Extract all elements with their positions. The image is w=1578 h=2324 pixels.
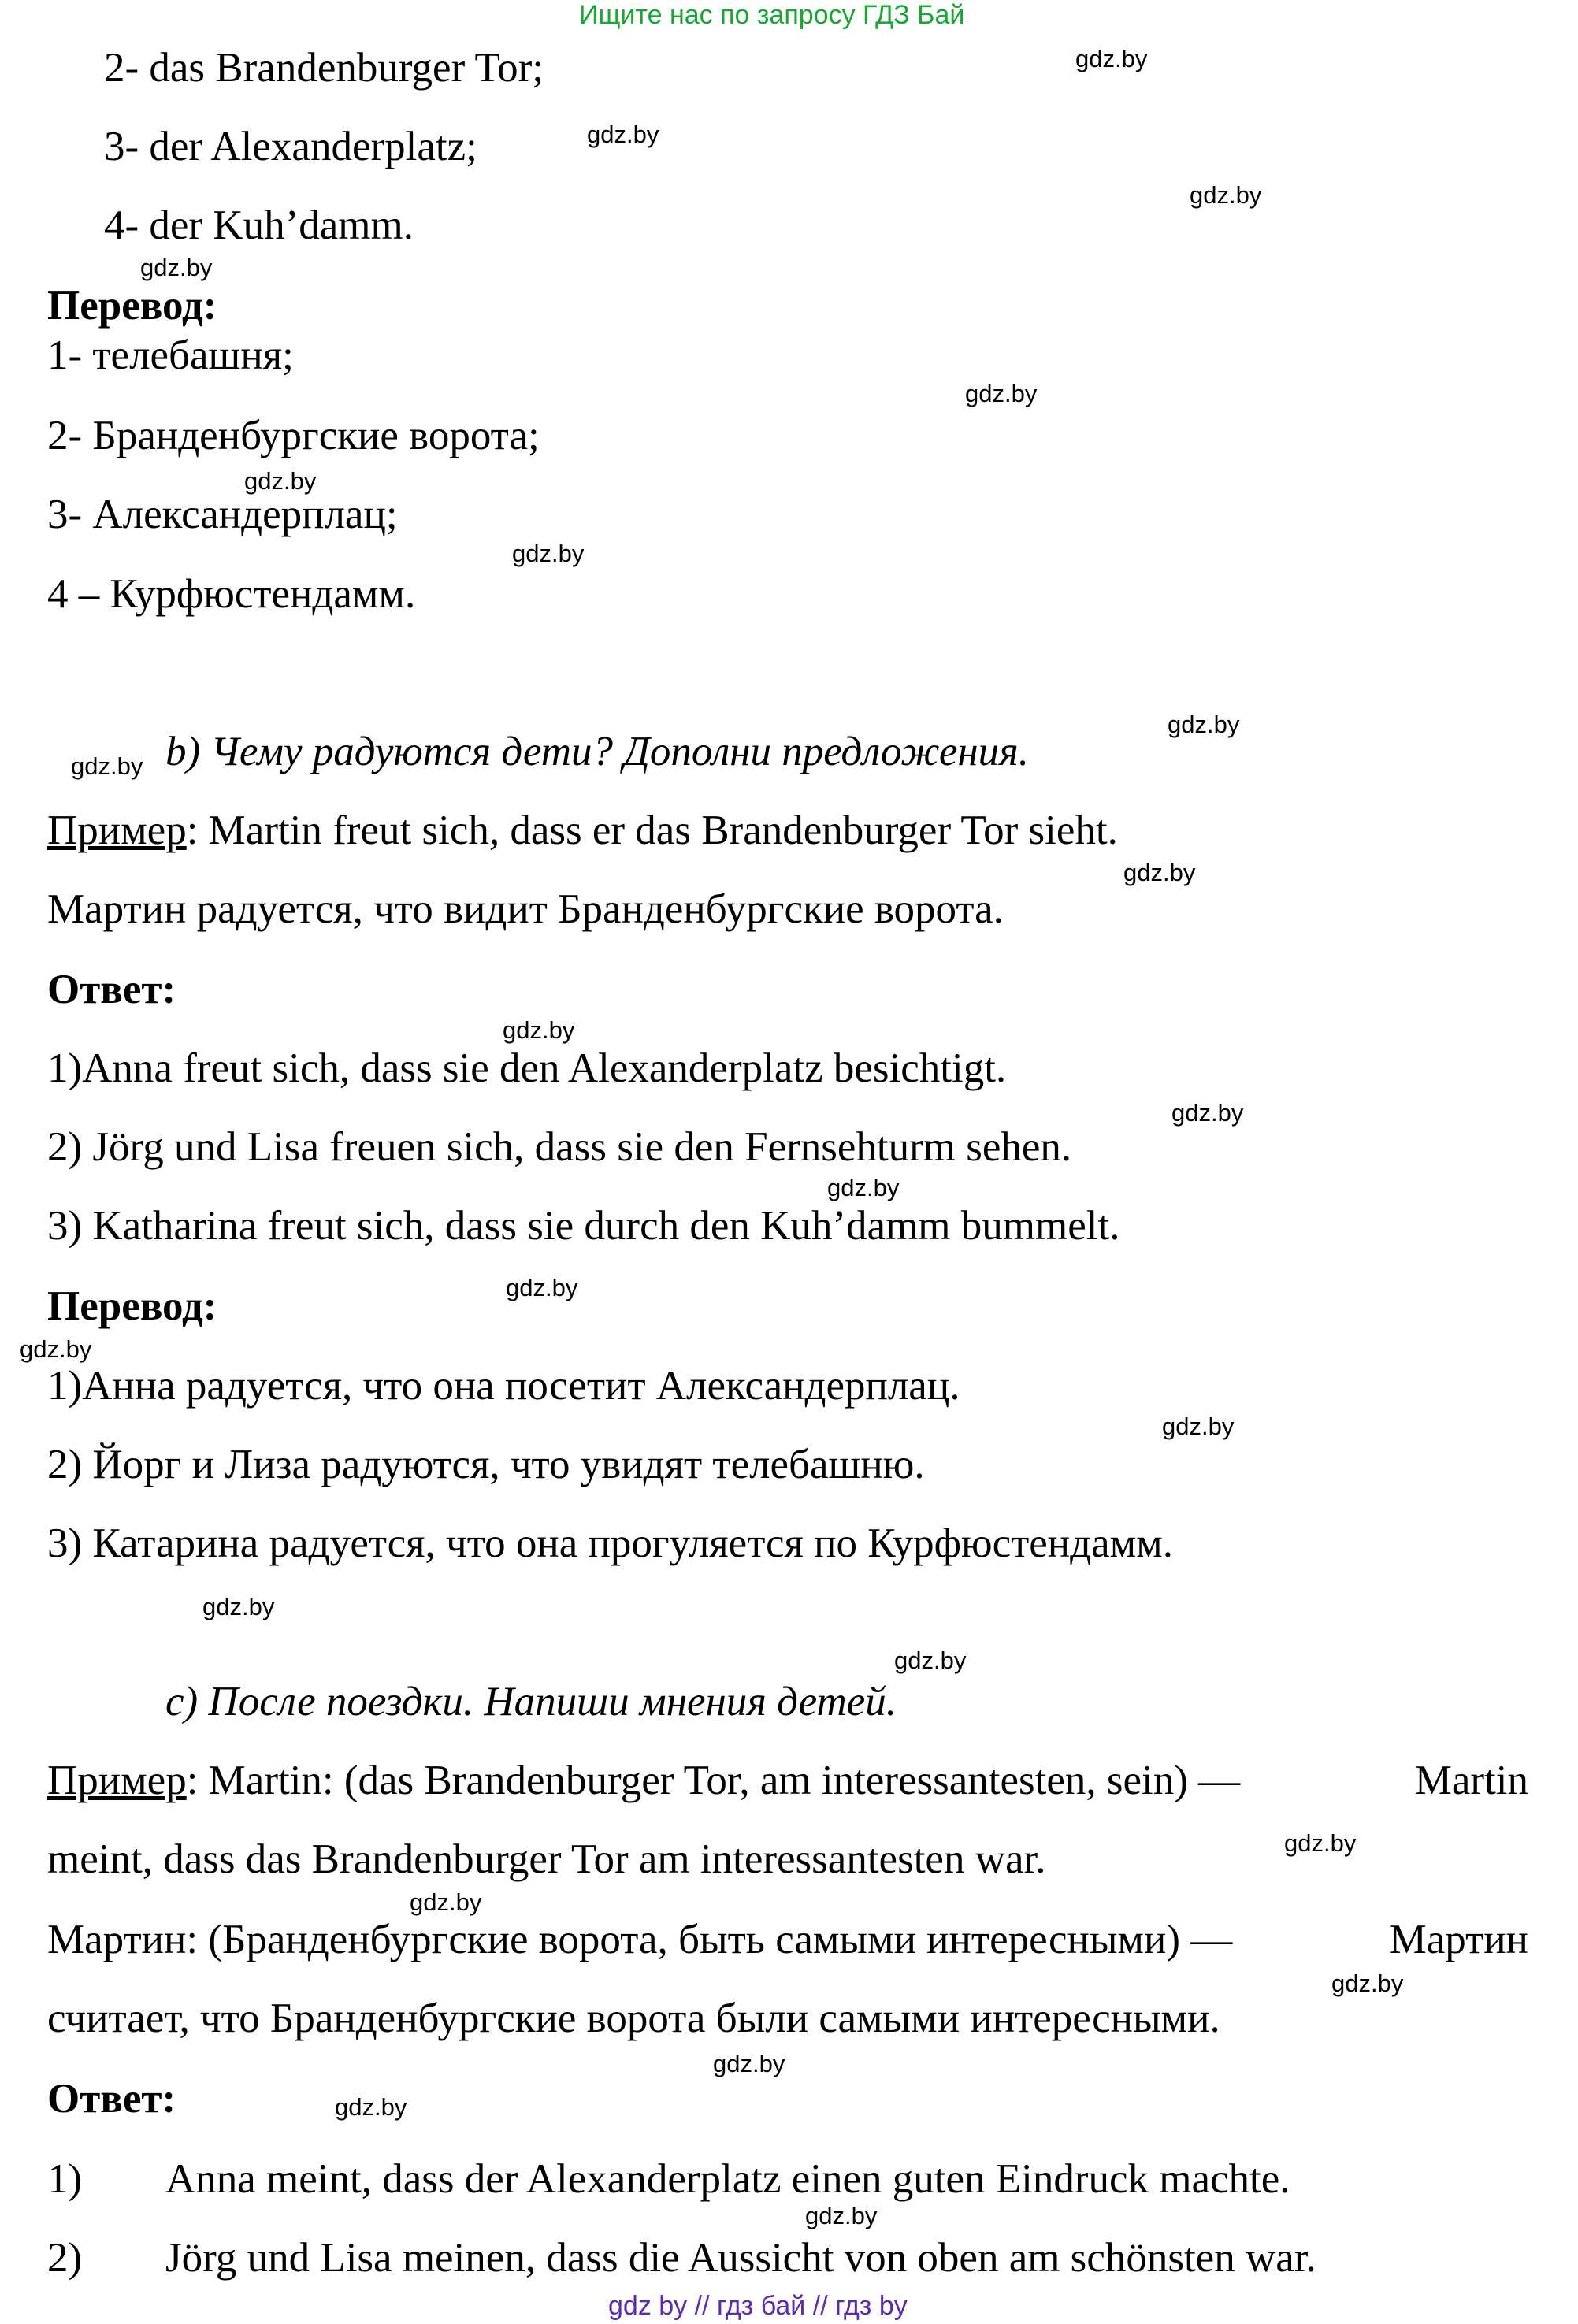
watermark: gdz.by — [805, 2202, 878, 2229]
translation-line: 4 – Курфюстендамм. — [47, 571, 416, 617]
list-item: 4- der Kuh’damm. — [104, 202, 414, 248]
example-translation — [47, 1919, 1528, 1961]
answer-number: 1) — [47, 2156, 83, 2202]
answer-number: 2) — [47, 2235, 83, 2281]
watermark: gdz.by — [1190, 181, 1262, 209]
watermark: gdz.by — [410, 1888, 482, 1916]
watermark: gdz.by — [140, 254, 213, 281]
watermark: gdz.by — [1075, 45, 1148, 72]
watermark: gdz.by — [1168, 711, 1240, 738]
watermark: gdz.by — [894, 1646, 967, 1674]
watermark: gdz.by — [1123, 859, 1196, 886]
example-text-end: Martin — [1414, 1758, 1528, 1803]
example-label: Пример — [47, 807, 187, 853]
translation-line: 2- Бранденбургские ворота; — [47, 413, 540, 458]
watermark: gdz.by — [503, 1016, 575, 1044]
example-label: Пример — [47, 1758, 187, 1803]
watermark: gdz.by — [713, 2050, 785, 2077]
watermark: gdz.by — [1162, 1413, 1235, 1440]
watermark: gdz.by — [71, 752, 143, 780]
example-line — [47, 1760, 1528, 1802]
bottom-banner: gdz by // гдз бай // гдз by — [608, 2291, 908, 2321]
translation-line: 3) Катарина радуется, что она прогуляется по Курфюстендамм. — [47, 1520, 1173, 1566]
translation-heading: Перевод: — [47, 1283, 217, 1329]
watermark: gdz.by — [512, 540, 585, 567]
example-translation-end: Мартин — [1389, 1917, 1528, 1962]
watermark: gdz.by — [827, 1174, 900, 1201]
watermark: gdz.by — [965, 380, 1038, 407]
translation-heading: Перевод: — [47, 283, 217, 329]
example-translation: считает, что Бранденбургские ворота были самыми интересными. — [47, 1995, 1220, 2041]
translation-line: 1- телебашня; — [47, 332, 294, 378]
example-line: meint, dass das Brandenburger Tor am interessantesten war. — [47, 1836, 1046, 1882]
watermark: gdz.by — [335, 2093, 407, 2121]
watermark: gdz.by — [506, 1274, 578, 1301]
example-line — [47, 807, 1118, 853]
list-item: 3- der Alexanderplatz; — [104, 124, 477, 169]
watermark: gdz.by — [1284, 1829, 1357, 1857]
answer-line — [47, 2156, 1290, 2202]
watermark: gdz.by — [587, 121, 659, 148]
watermark: gdz.by — [244, 467, 317, 495]
task-heading: c) После поездки. Напиши мнения детей. — [165, 1679, 897, 1724]
translation-line: 2) Йорг и Лиза радуются, что увидят телебашню. — [47, 1442, 925, 1487]
watermark: gdz.by — [202, 1593, 275, 1620]
answer-line: 1)Anna freut sich, dass sie den Alexanderplatz besichtigt. — [47, 1045, 1007, 1091]
watermark: gdz.by — [20, 1335, 92, 1363]
answer-line: 3) Katharina freut sich, dass sie durch den Kuh’damm bummelt. — [47, 1203, 1120, 1249]
top-banner: Ищите нас по запросу ГДЗ Бай — [579, 0, 965, 30]
translation-line: 1)Анна радуется, что она посетит Александерплац. — [47, 1363, 960, 1409]
translation-line: 3- Александерплац; — [47, 492, 398, 537]
answer-line: 2) Jörg und Lisa freuen sich, dass sie den Fernsehturm sehen. — [47, 1124, 1072, 1170]
answer-heading: Ответ: — [47, 2076, 176, 2122]
example-translation-text: Мартин: (Бранденбургские ворота, быть самыми интересными) — — [47, 1917, 1233, 1962]
answer-heading: Ответ: — [47, 967, 176, 1012]
answer-line — [47, 2237, 1316, 2279]
example-text: : Martin: (das Brandenburger Tor, am interessantesten, sein) — — [186, 1758, 1241, 1803]
task-heading: b) Чему радуются дети? Дополни предложения. — [165, 729, 1030, 774]
watermark: gdz.by — [1171, 1099, 1244, 1127]
watermark: gdz.by — [1331, 1969, 1404, 1997]
example-text: : Martin freut sich, dass er das Brandenburger Tor sieht. — [186, 807, 1118, 853]
answer-text: Anna meint, dass der Alexanderplatz einen guten Eindruck machte. — [165, 2156, 1290, 2202]
example-translation: Мартин радуется, что видит Бранденбургские ворота. — [47, 886, 1004, 932]
answer-text: Jörg und Lisa meinen, dass die Aussicht von oben am schönsten war. — [165, 2235, 1316, 2281]
list-item: 2- das Brandenburger Tor; — [104, 45, 544, 91]
